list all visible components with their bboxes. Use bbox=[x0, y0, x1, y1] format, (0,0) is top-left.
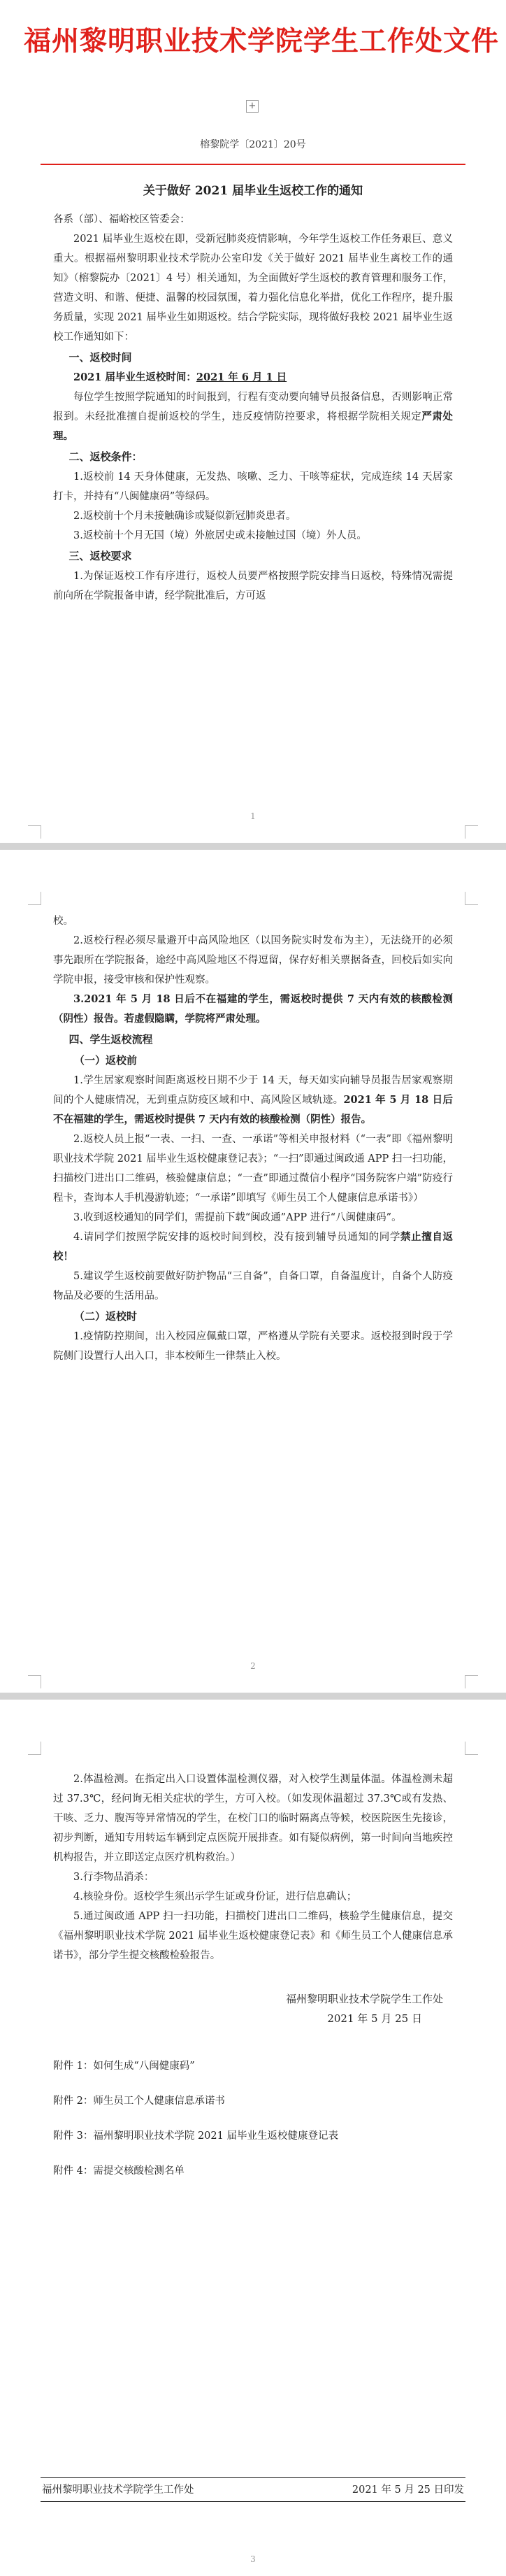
condition-1: 1.返校前 14 天身体健康，无发热、咳嗽、乏力、干咳等症状，完成连续 14 天居家打卡，并持有“八闽健康码”等绿码。 bbox=[53, 471, 453, 502]
requirement-1: 1.为保证返校工作有序进行，返校人员要严格按照学院安排当日返校，特殊情况需提前向所在学院报备申请，经学院批准后，方可返 bbox=[53, 571, 453, 602]
before-step-4 bbox=[53, 1227, 453, 1267]
signature-org: 福州黎明职业技术学院学生工作处 bbox=[285, 1993, 443, 2005]
before-step-1-text: 1.学生居家观察时间距离返校日期不少于 14 天，每天如实向辅导员报告居家观察期间的个人健康情况，无到重点防疫区域和中、高风险区域轨迹。 bbox=[53, 1075, 453, 1106]
notice-title: 关于做好 2021 届毕业生返校工作的通知 bbox=[143, 184, 363, 198]
page-number: 1 bbox=[250, 811, 256, 821]
subsection-at-return: （二）返校时 bbox=[74, 1310, 138, 1323]
at-step-3: 3.行李物品消杀： bbox=[73, 1872, 154, 1883]
before-step-3: 3.收到返校通知的同学们，需提前下载“闽政通”APP 进行“八闽健康码”。 bbox=[73, 1212, 402, 1223]
expand-header-button[interactable]: + bbox=[246, 100, 259, 113]
attachment-item[interactable]: 附件 2：师生员工个人健康信息承诺书 bbox=[53, 2095, 225, 2107]
before-step-1-bold: 2021 年 5 月 18 日后不在福建的学生，需返校时提供 7 天内有效的核酸检测（阴性）报告。 bbox=[53, 1094, 453, 1125]
before-step-5: 5.建议学生返校前要做好防护物品“三自备”，自备口罩，自备温度计，自备个人防疫物品及必要的生活用品。 bbox=[53, 1271, 453, 1302]
section-4-heading: 四、学生返校流程 bbox=[68, 1033, 153, 1046]
requirement-2: 2.返校行程必须尽量避开中高风险地区（以国务院实时发布为主），无法绕开的必须事先跟所在学院报备，途经中高风险地区不得逗留，保存好相关票据备查，回校后如实向学院申报，接受审核和保护性观察。 bbox=[53, 935, 453, 985]
subsection-before-return: （一）返校前 bbox=[74, 1054, 138, 1067]
page-number: 3 bbox=[250, 2554, 256, 2564]
section-2-heading: 二、返校条件： bbox=[68, 450, 143, 463]
document-page-1 bbox=[0, 0, 506, 843]
return-date-text: 每位学生按照学院通知的时间报到，行程有变动要向辅导员报备信息，否则影响正常报到。未经批准擅自提前返校的学生，违反疫情防控要求，将根据学院相关规定 bbox=[53, 392, 453, 422]
footer-bottom-rule bbox=[41, 2501, 465, 2502]
return-date-paragraph bbox=[53, 387, 453, 446]
at-step-2: 2.体温检测。在指定出入口设置体温检测仪器，对入校学生测量体温。体温检测未超过 37.3℃，经问询无相关症状的学生，方可入校。（如发现体温超过 37.3℃或有发热、干咳、乏力、腹泻等异常情况的学生，在校门口的临时隔离点等候，校医院医生先接诊，初步判断，通知专用转运车辆到定点医院开展排查。如有疑似病例，第一时间向当地疾控机构报告，并立即送定点医疗机构救治。） bbox=[53, 1774, 453, 1863]
attachment-item[interactable]: 附件 4：需提交核酸检测名单 bbox=[53, 2165, 185, 2177]
attachment-item[interactable]: 附件 3：福州黎明职业技术学院 2021 届毕业生返校健康登记表 bbox=[53, 2130, 338, 2142]
issuance-footer bbox=[42, 2482, 464, 2496]
attachment-list bbox=[53, 2056, 453, 2181]
before-step-1 bbox=[53, 1071, 453, 1130]
attachment-item[interactable]: 附件 1：如何生成“八闽健康码” bbox=[53, 2061, 195, 2072]
crop-mark bbox=[28, 1675, 41, 1688]
at-step-4: 4.核验身份。返校学生须出示学生证或身份证，进行信息确认； bbox=[73, 1891, 357, 1902]
condition-3: 3.返校前十个月无国（境）外旅居史或未接触过国（境）外人员。 bbox=[73, 530, 367, 541]
document-number: 榕黎院学〔2021〕20号 bbox=[200, 139, 306, 150]
document-page-3 bbox=[0, 1700, 506, 2576]
page-number: 2 bbox=[250, 1661, 256, 1671]
crop-mark bbox=[28, 825, 41, 839]
crop-mark bbox=[28, 1742, 41, 1755]
crop-mark bbox=[465, 892, 478, 905]
condition-2: 2.返校前十个月未接触确诊或疑似新冠肺炎患者。 bbox=[73, 511, 296, 522]
red-divider-line bbox=[41, 164, 465, 165]
crop-mark bbox=[465, 1675, 478, 1688]
section-1-heading: 一、返校时间 bbox=[68, 351, 132, 364]
page2-body bbox=[53, 911, 453, 1366]
strict-handling-text: 严肃处理。 bbox=[53, 411, 454, 442]
before-step-4-bold: 禁止擅自返校！ bbox=[53, 1231, 453, 1262]
return-date-label: 2021 届毕业生返校时间： bbox=[73, 371, 196, 383]
before-step-4-text: 4.请同学们按照学院安排的返校时间到校，没有接到辅导员通知的同学 bbox=[73, 1232, 401, 1243]
at-step-1: 1.疫情防控期间，出入校园应佩戴口罩，严格遵从学院有关要求。返校报到时段于学院侧门设置行人出入口，非本校师生一律禁止入校。 bbox=[53, 1331, 453, 1362]
intro-paragraph: 2021 届毕业生返校在即，受新冠肺炎疫情影响，今年学生返校工作任务艰巨、意义重大。根据福州黎明职业技术学院办公室印发《关于做好 2021 届毕业生离校工作的通知》（榕黎院办〔2021〕4 号）相关通知，为全面做好学生返校的教育管理和服务工作，营造文明、和谐、便捷、温馨的校园氛围，着力强化信息化举措，优化工作程序，提升服务质量，实现 2021 届毕业生如期返校。结合学院实际，现将做好我校 2021 届毕业生返校工作通知如下： bbox=[53, 234, 453, 343]
return-date-line bbox=[53, 368, 453, 387]
continued-text: 校。 bbox=[53, 916, 73, 927]
page3-body bbox=[53, 1770, 453, 2196]
at-step-5: 5.通过闽政通 APP 扫一扫功能，扫描校门进出口二维码，核验学生健康信息，提交《福州黎明职业技术学院 2021 届毕业生返校健康登记表》和《师生员工个人健康信息承诺书》，部分学生提交核酸检验报告。 bbox=[53, 1911, 453, 1961]
section-3-heading: 三、返校要求 bbox=[68, 550, 132, 562]
footer-top-rule bbox=[41, 2477, 465, 2478]
return-date-value: 2021 年 6 月 1 日 bbox=[196, 371, 287, 383]
footer-org: 福州黎明职业技术学院学生工作处 bbox=[42, 2484, 194, 2496]
crop-mark bbox=[465, 1742, 478, 1755]
before-step-2: 2.返校人员上报“一表、一扫、一查、一承诺”等相关申报材料（“一表”即《福州黎明职业技术学院 2021 届毕业生返校健康登记表》；“一扫”即通过闽政通 APP 扫一扫功能，扫描校门进出口二维码，核验健康信息；“一查”即通过微信小程序“国务院客户端”防疫行程卡，查询本人手机漫游轨迹；“一承诺”即填写《师生员工个人健康信息承诺书》） bbox=[53, 1134, 453, 1204]
salutation: 各系（部）、福峪校区管委会： bbox=[53, 214, 190, 225]
requirement-3: 3.2021 年 5 月 18 日后不在福建的学生，需返校时提供 7 天内有效的核酸检测（阴性）报告。若虚假隐瞒，学院将严肃处理。 bbox=[53, 993, 453, 1025]
red-header-title: 福州黎明职业技术学院学生工作处文件 bbox=[24, 25, 500, 57]
crop-mark bbox=[465, 825, 478, 839]
footer-date: 2021 年 5 月 25 日印发 bbox=[352, 2484, 464, 2496]
document-page-2 bbox=[0, 850, 506, 1693]
signature-date: 2021 年 5 月 25 日 bbox=[327, 2012, 422, 2025]
crop-mark bbox=[28, 892, 41, 905]
page1-body bbox=[53, 210, 453, 606]
